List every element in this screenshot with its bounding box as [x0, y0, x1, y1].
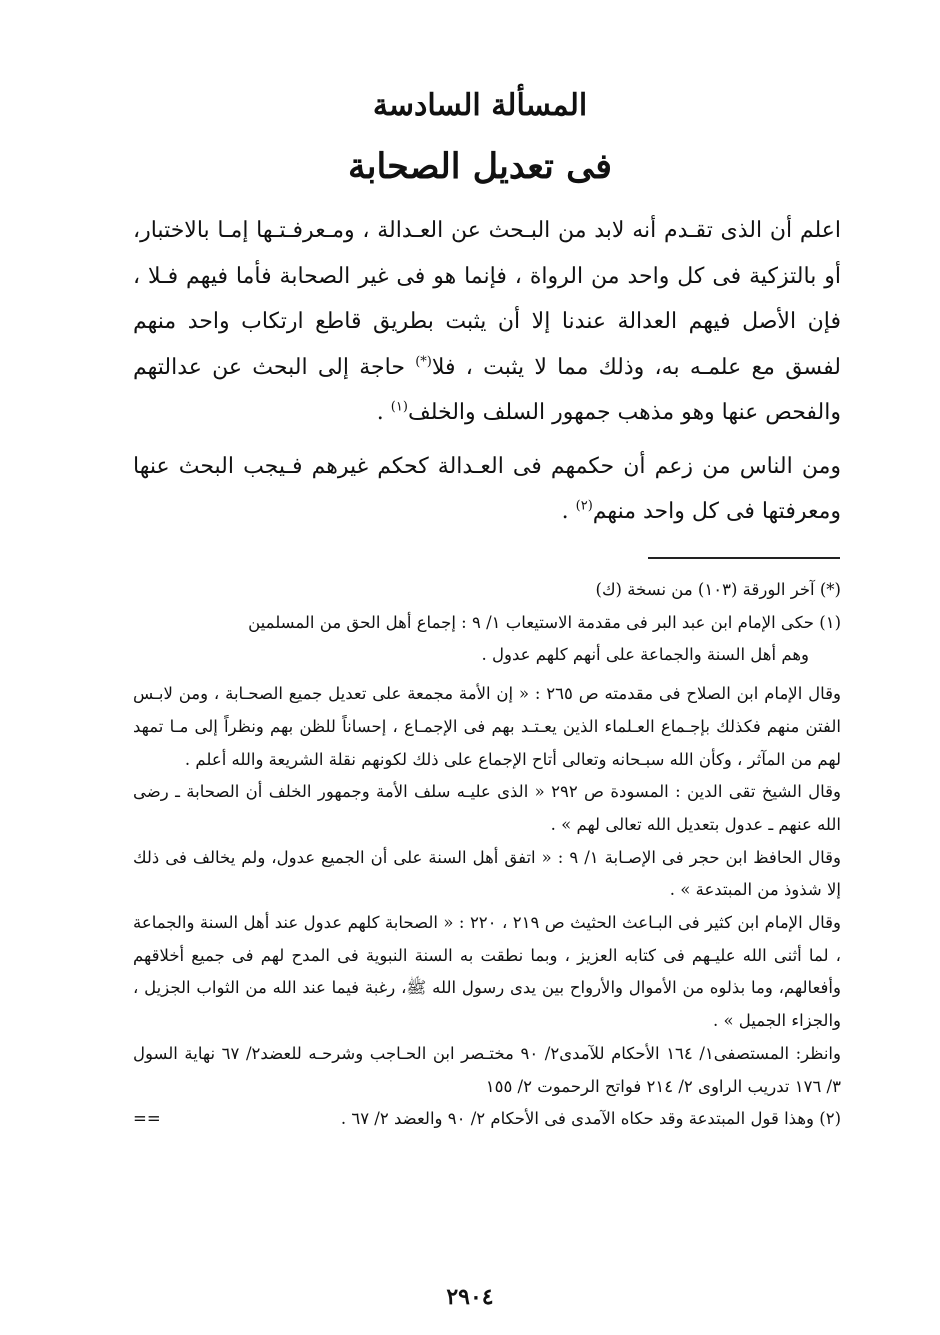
continuation-mark: == — [133, 1109, 161, 1129]
paragraph-2-text: ومن الناس من زعم أن حكمهم فى العـدالة كحكم غيرهم فـيجب البحث عنها ومعرفتها فى كل واحد منهم — [133, 453, 841, 524]
section-subtitle: فى تعديل الصحابة — [347, 146, 613, 187]
paragraph-2 — [133, 444, 841, 535]
paragraph-1-text-b: حاجة إلى البحث عن عدالتهم والفحص عنها وهو مذهب جمهور السلف والخلف — [133, 354, 841, 425]
main-text — [133, 208, 841, 535]
paragraph-1-end: . — [376, 400, 391, 425]
paragraph-1 — [133, 208, 841, 436]
footnote-separator — [648, 557, 840, 559]
footnote-1-line-2: وهم أهل السنة والجماعة على أنهم كلهم عدول . — [481, 645, 809, 665]
page-number: ٢٩٠٤ — [446, 1284, 494, 1310]
footnote-1-ibn-hajar: وقال الحافظ ابن حجر فى الإصـابة ١/ ٩ : « اتفق أهل السنة على أن الجميع عدول، ولم يخالف فى ذلك إلا شذوذ من المبتدعة » . — [133, 847, 841, 900]
footnote-1-ibn-salah: وقال الإمام ابن الصلاح فى مقدمته ص ٢٦٥ : « إن الأمة مجمعة على تعديل جميع الصحـابة ، ومن لابـس الفتن منهم فكذلك بإجـماع العـلماء الذين يعـتـد بهم فى الإجمـاع ، إحساناً للظن بهم ونظراً إلى مـا تمهد لهم من المآثر ، وكأن الله سبـحانه وتعالى أتاح الإجماع على ذلك لكونهم نقلة الشريعة والله أعلم . — [133, 684, 841, 769]
paragraph-1-text-a: اعلم أن الذى تقـدم أنه لابد من البـحث عن العـدالة ، ومـعرفـتـها إمـا بالاختبار، أو بالتزكية فى كل واحد من الرواة ، فإنما هو فى غير الصحابة فأما فيهم فـلا ، فإن الأصل فيهم العدالة عندنا إلا أن يثبت بطريق قاطع ارتكاب واحد منهم لفسق مع علمـه به، وذلك مما لا يثبت ، فلا — [133, 218, 842, 380]
footnote-1-taqi-aldin: وقال الشيخ تقى الدين : المسودة ص ٢٩٢ « الذى عليـه سلف الأمة وجمهور الخلف أن الصحابة ـ رضى الله عنهم ـ عدول بتعديل الله تعالى لهم » . — [133, 782, 841, 834]
footnote-1-references: وانظر: المستصفى١/ ١٦٤ الأحكام للآمدى٢/ ٩٠ مختـصر ابن الحـاجب وشرحـه للعضد٢/ ٦٧ نهاية السول ٣/ ١٧٦ تدريب الراوى ٢/ ٢١٤ فواتح الرحموت ٢/ ١٥٥ — [133, 1043, 841, 1096]
folio-marker: (*) — [415, 354, 432, 370]
footnote-star: (*) آخر الورقة (١٠٣) من نسخة (ك) — [595, 580, 841, 599]
footnote-2 — [133, 1103, 841, 1136]
footnote-ref-1: (١) — [390, 399, 408, 415]
footnote-2-text: (٢) وهذا قول المبتدعة وقد حكاه الآمدى فى الأحكام ٢/ ٩٠ والعضد ٢/ ٦٧ . — [340, 1109, 841, 1129]
section-title: المسألة السادسة — [372, 88, 588, 123]
paragraph-2-end: . — [561, 499, 576, 524]
footnote-ref-2: (٢) — [575, 498, 593, 514]
footnote-1-ibn-kathir: وقال الإمام ابن كثير فى البـاعث الحثيث ص ٢١٩ ، ٢٢٠ : « الصحابة كلهم عدول عند أهل السنة والجماعة ، لما أثنى الله عليـهم فى كتابه العزيز ، وبما نطقت به السنة النبوية فى المدح لهم فى جميع أخلاقهم وأفعالهم، وما بذلوه من الأموال والأرواح بين يدى رسول الله ﷺ، رغبة فيما عند الله من الثواب الجزيل ، والجزاء الجميل » . — [133, 913, 841, 1031]
footnote-1-line-1: (١) حكى الإمام ابن عبد البر فى مقدمة الاستيعاب ١/ ٩ : إجماع أهل الحق من المسلمين — [248, 612, 841, 632]
footnotes — [133, 574, 841, 1136]
